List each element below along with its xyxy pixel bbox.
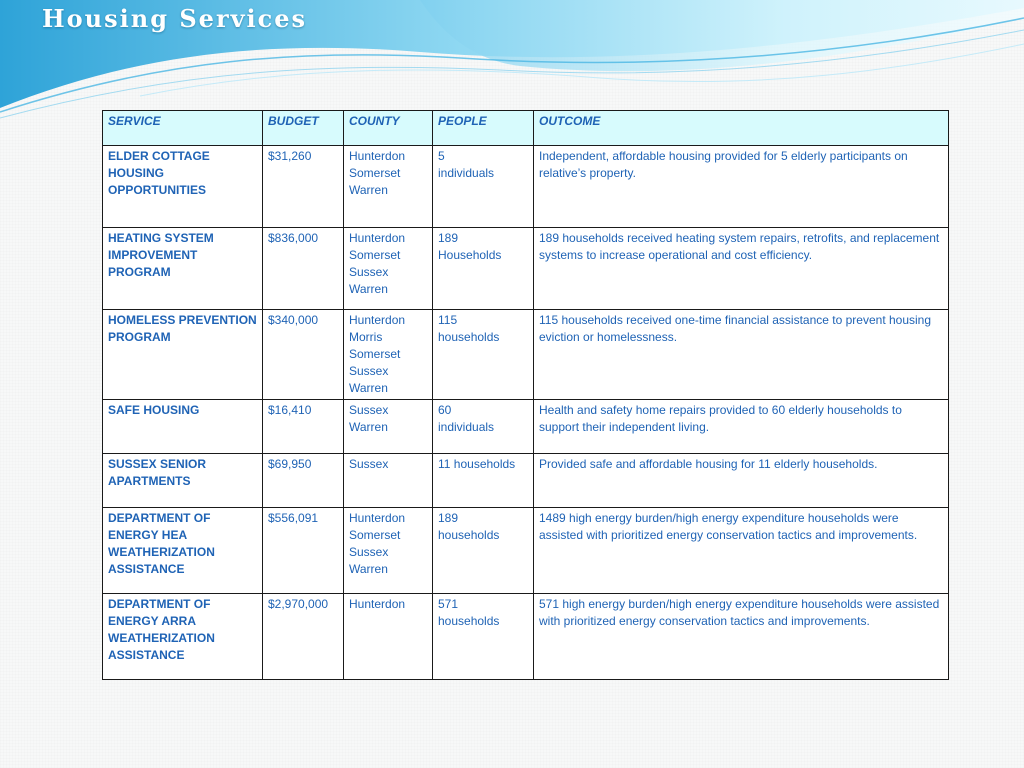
cell-county: Hunterdon Morris Somerset Sussex Warren [344,310,433,400]
cell-county: Hunterdon Somerset Sussex Warren [344,508,433,594]
cell-outcome: 571 high energy burden/high energy expenditure households were assisted with prioritized energy conservation tactics and improvements. [534,594,949,680]
cell-service: DEPARTMENT OF ENERGY HEA WEATHERIZATION ASSISTANCE [103,508,263,594]
header-service: SERVICE [103,111,263,146]
table-row [103,400,949,454]
cell-people: 11 households [433,454,534,508]
table-row [103,454,949,508]
cell-people: 571 households [433,594,534,680]
cell-outcome: 115 households received one-time financial assistance to prevent housing eviction or homelessness. [534,310,949,400]
cell-county: Hunterdon [344,594,433,680]
table-header-row [103,111,949,146]
cell-service: SAFE HOUSING [103,400,263,454]
cell-people: 115 households [433,310,534,400]
cell-people: 189 households [433,508,534,594]
cell-county: Hunterdon Somerset Warren [344,146,433,228]
cell-people: 5 individuals [433,146,534,228]
cell-service: ELDER COTTAGE HOUSING OPPORTUNITIES [103,146,263,228]
cell-county: Sussex [344,454,433,508]
cell-county: Hunterdon Somerset Sussex Warren [344,228,433,310]
cell-budget: $340,000 [263,310,344,400]
cell-outcome: Provided safe and affordable housing for 11 elderly households. [534,454,949,508]
table-row [103,508,949,594]
services-table-container [102,110,948,680]
table-row [103,310,949,400]
cell-budget: $836,000 [263,228,344,310]
cell-service: SUSSEX SENIOR APARTMENTS [103,454,263,508]
slide-title: Housing Services [42,4,308,33]
header-budget: BUDGET [263,111,344,146]
table-row [103,228,949,310]
cell-service: DEPARTMENT OF ENERGY ARRA WEATHERIZATION ASSISTANCE [103,594,263,680]
cell-outcome: 1489 high energy burden/high energy expenditure households were assisted with prioritized energy conservation tactics and improvements. [534,508,949,594]
table-row [103,594,949,680]
header-county: COUNTY [344,111,433,146]
cell-budget: $2,970,000 [263,594,344,680]
cell-outcome: 189 households received heating system repairs, retrofits, and replacement systems to increase operational and cost efficiency. [534,228,949,310]
cell-people: 60 individuals [433,400,534,454]
cell-budget: $16,410 [263,400,344,454]
cell-budget: $556,091 [263,508,344,594]
cell-service: HOMELESS PREVENTION PROGRAM [103,310,263,400]
cell-outcome: Health and safety home repairs provided to 60 elderly households to support their independent living. [534,400,949,454]
table-row [103,146,949,228]
header-people: PEOPLE [433,111,534,146]
cell-outcome: Independent, affordable housing provided for 5 elderly participants on relative’s property. [534,146,949,228]
cell-service: HEATING SYSTEM IMPROVEMENT PROGRAM [103,228,263,310]
services-table [102,110,949,680]
cell-county: Sussex Warren [344,400,433,454]
cell-budget: $31,260 [263,146,344,228]
header-outcome: OUTCOME [534,111,949,146]
cell-budget: $69,950 [263,454,344,508]
cell-people: 189 Households [433,228,534,310]
